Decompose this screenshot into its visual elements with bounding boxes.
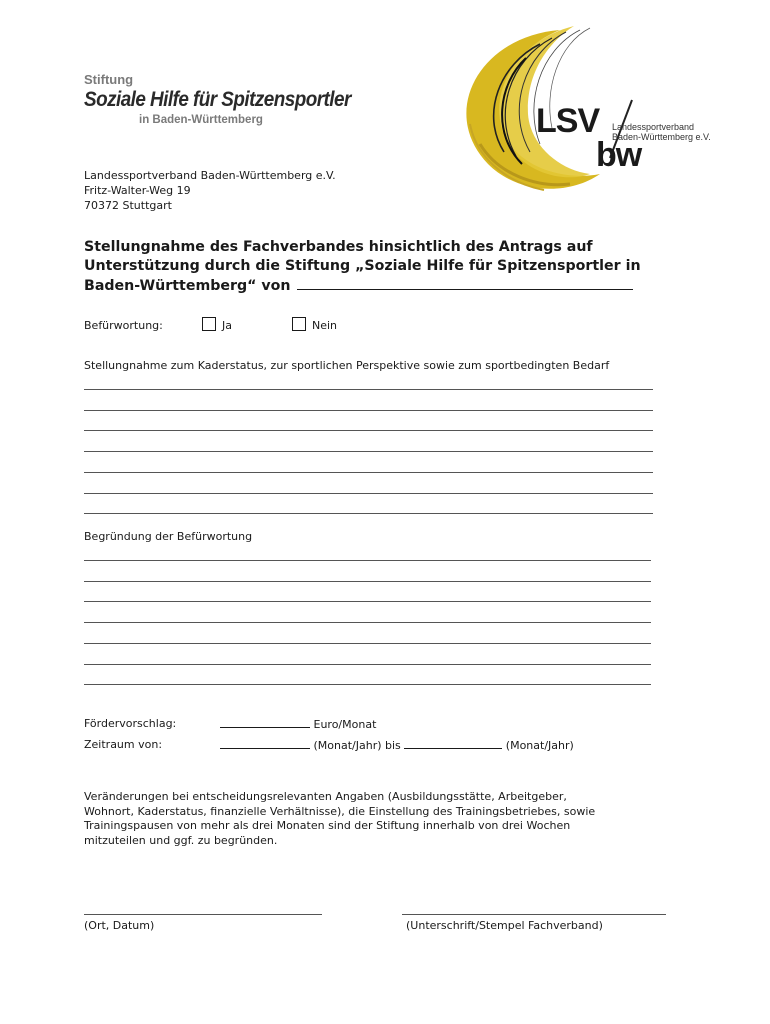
- lsv-logo: [440, 24, 730, 204]
- reason-line[interactable]: [84, 684, 651, 685]
- recipient-address: [84, 168, 336, 213]
- title-line1: Stellungnahme des Fachverbandes hinsichtlich des Antrags auf: [84, 239, 593, 255]
- reason-line[interactable]: [84, 643, 651, 644]
- logo-lsv-text: LSV: [536, 102, 600, 140]
- place-date-field[interactable]: [84, 914, 322, 915]
- endorsement-yes-checkbox[interactable]: [202, 317, 216, 331]
- reason-line[interactable]: [84, 622, 651, 623]
- address-line3: 70372 Stuttgart: [84, 199, 172, 212]
- form-title: [84, 238, 644, 296]
- statement-line[interactable]: [84, 451, 653, 452]
- logo-org-name-line2: Baden-Württemberg e.V.: [612, 132, 711, 142]
- logo-org-name: [612, 122, 711, 142]
- period-to-field[interactable]: [404, 737, 502, 749]
- period-from-field[interactable]: [220, 737, 310, 749]
- notice-line1: Veränderungen bei entscheidungsrelevanten Angaben (Ausbildungsstätte, Arbeitgeber,: [84, 790, 567, 803]
- period-row: [220, 737, 574, 753]
- change-notice: [84, 790, 684, 848]
- reason-line[interactable]: [84, 664, 651, 665]
- statement-line[interactable]: [84, 389, 653, 390]
- reason-line[interactable]: [84, 601, 651, 602]
- statement-line[interactable]: [84, 410, 653, 411]
- signature-stamp-label: (Unterschrift/Stempel Fachverband): [406, 919, 603, 932]
- address-line2: Fritz-Walter-Weg 19: [84, 184, 191, 197]
- endorsement-yes-label: Ja: [222, 319, 232, 332]
- title-line3: Baden-Württemberg“ von: [84, 278, 291, 294]
- notice-line3: Trainingspausen von mehr als drei Monaten sind der Stiftung innerhalb von drei Wochen: [84, 819, 571, 832]
- logo-org-name-line1: Landessportverband: [612, 122, 695, 132]
- statement-heading: Stellungnahme zum Kaderstatus, zur sportlichen Perspektive sowie zum sportbedingten Bedarf: [84, 359, 610, 372]
- period-label: Zeitraum von:: [84, 738, 163, 751]
- funding-label: Fördervorschlag:: [84, 717, 177, 730]
- statement-line[interactable]: [84, 472, 653, 473]
- foundation-name: Soziale Hilfe für Spitzensportler: [84, 88, 351, 111]
- statement-line[interactable]: [84, 513, 653, 514]
- logo-bw-text: bw: [596, 136, 642, 174]
- title-line2: Unterstützung durch die Stiftung „Soziale Hilfe für Spitzensportler in: [84, 258, 641, 274]
- reason-heading: Begründung der Befürwortung: [84, 530, 253, 543]
- place-date-label: (Ort, Datum): [84, 919, 155, 932]
- notice-line4: mitzuteilen und ggf. zu begründen.: [84, 833, 278, 847]
- statement-line[interactable]: [84, 430, 653, 431]
- endorsement-label: Befürwortung:: [84, 319, 163, 332]
- reason-line[interactable]: [84, 581, 651, 582]
- period-to-unit: (Monat/Jahr): [505, 739, 574, 752]
- foundation-region: in Baden-Württemberg: [139, 114, 263, 126]
- period-from-unit: (Monat/Jahr) bis: [313, 739, 401, 752]
- reason-line[interactable]: [84, 560, 651, 561]
- statement-line[interactable]: [84, 493, 653, 494]
- applicant-name-field[interactable]: [297, 276, 633, 290]
- endorsement-no-checkbox[interactable]: [292, 317, 306, 331]
- signature-stamp-field[interactable]: [402, 914, 666, 915]
- funding-row: [220, 716, 376, 732]
- funding-unit: Euro/Monat: [313, 718, 377, 731]
- foundation-label: Stiftung: [84, 72, 134, 87]
- endorsement-no-label: Nein: [312, 319, 338, 332]
- address-line1: Landessportverband Baden-Württemberg e.V.: [84, 169, 336, 182]
- notice-line2: Wohnort, Kaderstatus, finanzielle Verhältnisse), die Einstellung des Trainingsbetriebes, sowie: [84, 804, 596, 818]
- funding-amount-field[interactable]: [220, 716, 310, 728]
